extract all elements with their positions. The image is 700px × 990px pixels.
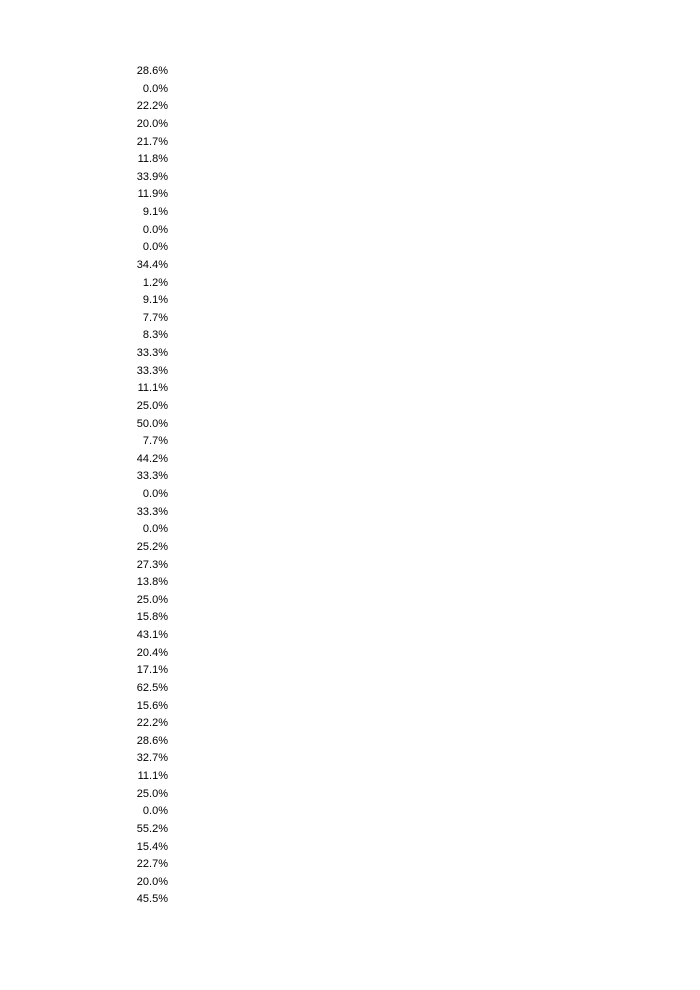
- percentage-cell: 8.3%: [142, 329, 168, 342]
- percentage-cell: 0.0%: [142, 223, 168, 236]
- percentage-cell: 9.1%: [142, 294, 168, 307]
- percentage-cell: 15.6%: [136, 699, 168, 712]
- percentage-cell: 34.4%: [136, 258, 168, 271]
- percentage-cell: 25.0%: [136, 399, 168, 412]
- percentage-cell: 22.7%: [136, 858, 168, 871]
- percentage-cell: 11.9%: [137, 188, 168, 201]
- percentage-cell: 25.0%: [136, 787, 168, 800]
- percentage-cell: 0.0%: [142, 241, 168, 254]
- percentage-cell: 25.0%: [136, 593, 168, 606]
- percentage-cell: 25.2%: [136, 540, 168, 553]
- percentage-cell: 20.0%: [136, 117, 168, 130]
- percentage-cell: 28.6%: [136, 734, 168, 747]
- percentage-cell: 22.2%: [136, 717, 168, 730]
- percentage-column: [120, 63, 168, 909]
- percentage-cell: 0.0%: [142, 488, 168, 500]
- percentage-cell: 11.1%: [137, 770, 168, 782]
- percentage-cell: 0.0%: [142, 82, 168, 95]
- percentage-cell: 0.0%: [142, 523, 168, 536]
- percentage-cell: 44.2%: [136, 452, 168, 465]
- percentage-cell: 33.3%: [136, 364, 168, 377]
- percentage-cell: 22.2%: [136, 100, 168, 113]
- percentage-cell: 11.1%: [137, 382, 168, 395]
- percentage-cell: 33.3%: [136, 470, 168, 483]
- percentage-cell: 27.3%: [136, 558, 168, 571]
- percentage-cell: 13.8%: [136, 576, 168, 589]
- percentage-cell: 21.7%: [136, 135, 168, 148]
- percentage-cell: 9.1%: [142, 206, 168, 218]
- percentage-cell: 20.0%: [136, 875, 168, 888]
- percentage-cell: 62.5%: [136, 681, 168, 694]
- percentage-cell: 7.7%: [142, 311, 168, 324]
- percentage-cell: 28.6%: [136, 65, 168, 77]
- percentage-cell: 43.1%: [136, 629, 168, 641]
- percentage-cell: 20.4%: [136, 646, 168, 659]
- percentage-cell: 45.5%: [136, 893, 168, 906]
- percentage-cell: 17.1%: [136, 664, 168, 677]
- percentage-cell: 0.0%: [142, 805, 168, 818]
- percentage-cell: 55.2%: [136, 822, 168, 835]
- percentage-cell: 33.3%: [136, 347, 168, 359]
- percentage-cell: 7.7%: [142, 435, 168, 448]
- percentage-cell: 33.9%: [136, 170, 168, 183]
- percentage-cell: 32.7%: [136, 752, 168, 765]
- percentage-cell: 15.8%: [136, 611, 168, 624]
- percentage-cell: 33.3%: [136, 505, 168, 518]
- percentage-cell: 1.2%: [142, 276, 168, 289]
- percentage-cell: 11.8%: [137, 153, 168, 166]
- percentage-cell: 15.4%: [136, 840, 168, 853]
- percentage-cell: 50.0%: [136, 417, 168, 430]
